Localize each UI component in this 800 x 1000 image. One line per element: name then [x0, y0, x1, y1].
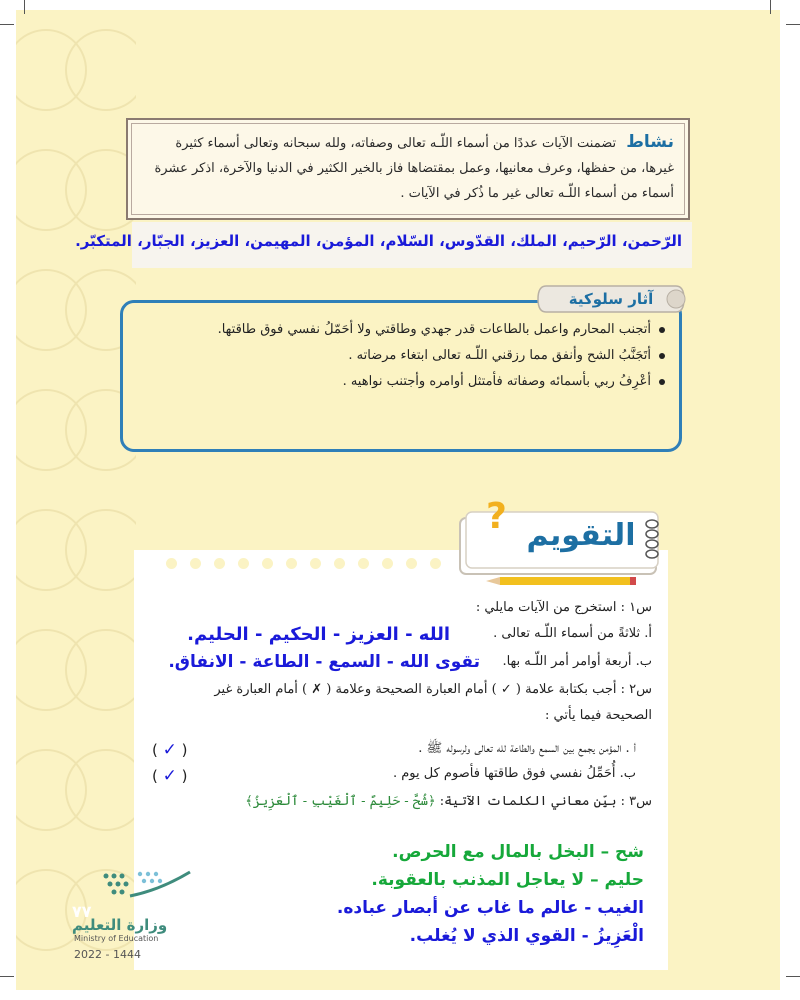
- question-mark-icon: ?: [486, 496, 507, 537]
- ministry-name-arabic: وزارة التعليم: [72, 916, 168, 934]
- crop-mark: [786, 976, 800, 977]
- answer-line: شح – البخل بالمال مع الحرص.: [392, 842, 644, 862]
- question-2-line2: الصحيحة فيما يأتي :: [545, 708, 652, 723]
- bullet-icon: [659, 327, 665, 333]
- question-1a: أ. ثلاثةً من أسماء اللّـه تعالى .: [493, 626, 652, 641]
- question-1b-answer: تقوى الله - السمع - الطاعة - الانفاق.: [168, 652, 480, 672]
- crop-mark: [0, 976, 14, 977]
- question-2b-check: ( ✓ ): [152, 766, 188, 786]
- question-2a: أ . المؤمن يجمع بين السمع والطاعة لله تعالى ولرسوله ﷺ .: [418, 741, 636, 756]
- answer-line: الْعَزِيزُ - القوي الذي لا يُغلب.: [409, 926, 644, 946]
- activity-text-block: [154, 130, 674, 206]
- answer-line: حليم – لا يعاجل المذنب بالعقوبة.: [371, 870, 644, 890]
- question-1b: ب. أربعة أوامر أمر اللّـه بها.: [502, 654, 652, 669]
- ministry-name-english: Ministry of Education: [74, 934, 159, 943]
- list-item: أعْرِفُ ربي بأسمائه وصفاته فأمتثل أوامره وأجتنب نواهيه .: [145, 369, 665, 395]
- activity-label: نشاط: [626, 132, 674, 152]
- question-3-words: ﴿شُحَّ - حَلِيمٌ - ٱلْغَيْبِ - ٱلْعَزِيزُ﴾: [245, 794, 436, 809]
- activity-box: [126, 118, 690, 220]
- evaluation-title: التقويم: [526, 518, 636, 553]
- crop-mark: [24, 0, 25, 14]
- question-1: س١ : استخرج من الآيات مايلي :: [475, 600, 652, 615]
- behavioral-effects-box: [120, 300, 682, 452]
- crop-mark: [786, 24, 800, 25]
- crop-mark: [0, 24, 14, 25]
- bullet-icon: [659, 353, 665, 359]
- behavioral-effects-list: [145, 317, 665, 395]
- question-3: س٣ : بيِّن معاني الكلمات الآتية: ﴿شُحَّ - حَلِيمٌ - ٱلْغَيْبِ - ٱلْعَزِيزُ﴾: [245, 794, 652, 809]
- question-2a-check: ( ✓ ): [152, 740, 188, 760]
- bullet-icon: [659, 379, 665, 385]
- question-2-line1: س٢ : أجب بكتابة علامة ( ✓ ) أمام العبارة الصحيحة وعلامة ( ✗ ) أمام العبارة غير: [214, 682, 652, 697]
- answer-line: الغيب - عالم ما غاب عن أبصار عباده.: [336, 898, 644, 918]
- edition-year: 2022 - 1444: [74, 948, 141, 961]
- activity-answer-names: الرّحمن، الرّحيم، الملك، القدّوس، السّلام، المؤمن، المهيمن، العزيز، الجبّار، المتكبّر.: [75, 232, 682, 250]
- question-1a-answer: الله - العزيز - الحكيم - الحليم.: [187, 624, 450, 645]
- question-2b: ب. أُحَمِّلُ نفسي فوق طاقتها فأصوم كل يوم .: [392, 766, 636, 781]
- textbook-page: [16, 10, 780, 990]
- pencil-icon: [486, 576, 636, 586]
- list-item: أتجنب المحارم واعمل بالطاعات قدر جهدي وطاقتي ولا أحَمّلُ نفسي فوق طاقتها.: [145, 317, 665, 343]
- page-number: ٧٧: [72, 902, 92, 921]
- ministry-logo-icon: [100, 866, 192, 900]
- activity-instructions: تضمنت الآيات عددًا من أسماء اللّـه تعالى وصفاته، ولله سبحانه وتعالى أسماء كثيرة غيرها، من حفظها، وعرف معانيها، وعمل بمقتضاها فاز بالخير الكثير في الدنيا والآخرة، اذكر عشرة أسماء من أسماء اللّـه تعالى غير ما ذُكر في الآيات .: [154, 136, 674, 201]
- list-item: أتَجَنَّبُ الشح وأنفق مما رزقني اللّـه تعالى ابتغاء مرضاته .: [145, 343, 665, 369]
- decorative-pattern: [16, 10, 136, 990]
- crop-mark: [770, 0, 771, 14]
- activity-answer-band: [75, 222, 692, 268]
- behavioral-effects-title: آثار سلوكية: [568, 290, 654, 308]
